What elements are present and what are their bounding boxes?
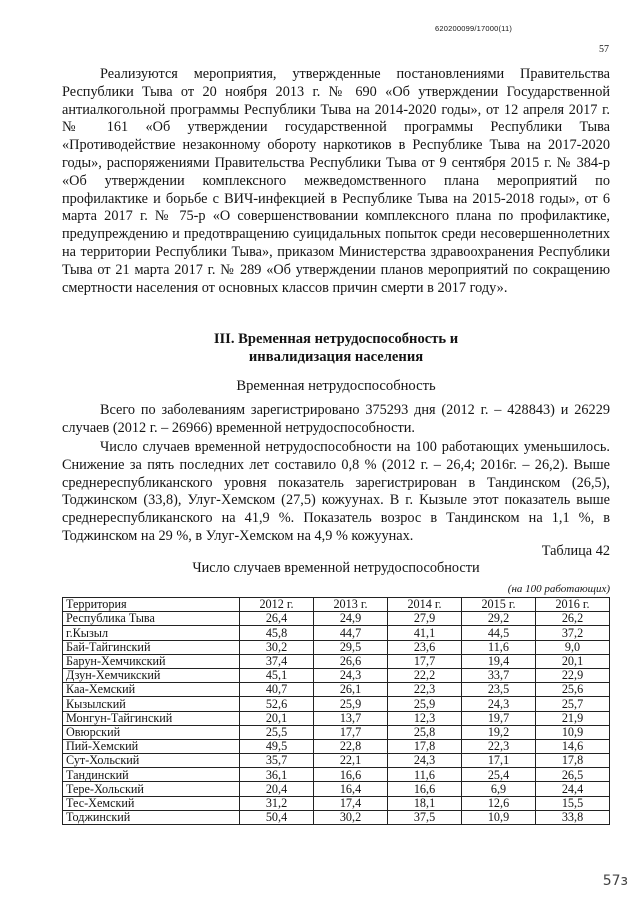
value-cell: 17,8 — [388, 739, 462, 753]
value-cell: 45,8 — [240, 626, 314, 640]
table-row — [63, 697, 610, 711]
value-cell: 23,5 — [462, 683, 536, 697]
value-cell: 20,1 — [240, 711, 314, 725]
table-row — [63, 683, 610, 697]
value-cell: 12,3 — [388, 711, 462, 725]
section-title-line1: III. Временная нетрудоспособность и — [213, 331, 459, 347]
value-cell: 33,7 — [462, 668, 536, 682]
table-row — [63, 654, 610, 668]
column-header-territory: Территория — [63, 598, 240, 612]
value-cell: 17,1 — [462, 754, 536, 768]
value-cell: 35,7 — [240, 754, 314, 768]
table-units: (на 100 работающих) — [507, 583, 610, 595]
section-title-line2: инвалидизация населения — [248, 349, 424, 365]
value-cell: 33,8 — [536, 810, 610, 824]
value-cell: 19,2 — [462, 725, 536, 739]
cases-total-text: Всего по заболеваниям зарегистрировано 375293 дня (2012 г. – 428843) и 26229 случаев (2012 г. – 26966) временной нетрудоспособности. — [62, 402, 610, 436]
value-cell: 26,1 — [314, 683, 388, 697]
table-row — [63, 754, 610, 768]
value-cell: 44,7 — [314, 626, 388, 640]
value-cell: 49,5 — [240, 739, 314, 753]
page-number: 57 — [599, 44, 609, 55]
value-cell: 25,4 — [462, 768, 536, 782]
value-cell: 40,7 — [240, 683, 314, 697]
value-cell: 22,8 — [314, 739, 388, 753]
value-cell: 37,5 — [388, 810, 462, 824]
value-cell: 16,6 — [314, 768, 388, 782]
table-row — [63, 768, 610, 782]
value-cell: 11,6 — [388, 768, 462, 782]
territory-cell: Дзун-Хемчикский — [63, 668, 240, 682]
value-cell: 22,3 — [462, 739, 536, 753]
value-cell: 24,3 — [462, 697, 536, 711]
column-header-year: 2013 г. — [314, 598, 388, 612]
value-cell: 22,9 — [536, 668, 610, 682]
value-cell: 24,3 — [388, 754, 462, 768]
territory-cell: Бай-Тайгинский — [63, 640, 240, 654]
value-cell: 9,0 — [536, 640, 610, 654]
value-cell: 45,1 — [240, 668, 314, 682]
value-cell: 19,4 — [462, 654, 536, 668]
value-cell: 25,6 — [536, 683, 610, 697]
table-row — [63, 640, 610, 654]
intro-paragraph — [62, 66, 610, 297]
value-cell: 17,8 — [536, 754, 610, 768]
table-header-row — [63, 598, 610, 612]
value-cell: 20,4 — [240, 782, 314, 796]
table-row — [63, 739, 610, 753]
value-cell: 26,5 — [536, 768, 610, 782]
value-cell: 31,2 — [240, 796, 314, 810]
table-label: Таблица 42 — [541, 543, 610, 559]
table-row — [63, 796, 610, 810]
value-cell: 26,4 — [240, 612, 314, 626]
territory-cell: Каа-Хемский — [63, 683, 240, 697]
value-cell: 27,9 — [388, 612, 462, 626]
cases-total-paragraph — [62, 402, 610, 438]
column-header-year: 2016 г. — [536, 598, 610, 612]
value-cell: 44,5 — [462, 626, 536, 640]
sick-leave-table — [62, 597, 610, 825]
territory-cell: Кызылский — [63, 697, 240, 711]
territory-cell: Овюрский — [63, 725, 240, 739]
value-cell: 17,7 — [314, 725, 388, 739]
value-cell: 30,2 — [240, 640, 314, 654]
document-id: 620200099/17000(11) — [435, 24, 513, 33]
column-header-year: 2015 г. — [462, 598, 536, 612]
value-cell: 16,4 — [314, 782, 388, 796]
value-cell: 15,5 — [536, 796, 610, 810]
value-cell: 12,6 — [462, 796, 536, 810]
value-cell: 22,2 — [388, 668, 462, 682]
cases-detail-text: Число случаев временной нетрудоспособности на 100 работающих уменьшилось. Снижение за пять последних лет составило 0,8 % (2012 г. – 26,4; 2016г. – 26,2). Выше среднереспубликанского уровня показатель зарегистрирован в Тандинском (26,5), Тоджинском (33,8), Улуг-Хемском (27,5) кожуунах. В г. Кызыле этот показатель выше среднереспубликанского на 41,9 %. Показатель возрос в Тандинском на 1,1 %, в Тоджинском на 29 %, в Улуг-Хемском на 4,9 % кожуунах. — [62, 439, 610, 544]
value-cell: 17,4 — [314, 796, 388, 810]
column-header-year: 2014 г. — [388, 598, 462, 612]
subsection-title: Временная нетрудоспособность — [236, 378, 436, 394]
table-row — [63, 810, 610, 824]
value-cell: 36,1 — [240, 768, 314, 782]
value-cell: 11,6 — [462, 640, 536, 654]
territory-cell: Тандинский — [63, 768, 240, 782]
table-row — [63, 782, 610, 796]
section-title — [0, 330, 640, 366]
value-cell: 24,3 — [314, 668, 388, 682]
value-cell: 37,2 — [536, 626, 610, 640]
value-cell: 29,5 — [314, 640, 388, 654]
territory-cell: Сут-Хольский — [63, 754, 240, 768]
table-title: Число случаев временной нетрудоспособности — [192, 560, 480, 576]
value-cell: 19,7 — [462, 711, 536, 725]
value-cell: 25,9 — [314, 697, 388, 711]
value-cell: 29,2 — [462, 612, 536, 626]
value-cell: 22,3 — [388, 683, 462, 697]
value-cell: 20,1 — [536, 654, 610, 668]
value-cell: 26,6 — [314, 654, 388, 668]
value-cell: 13,7 — [314, 711, 388, 725]
value-cell: 22,1 — [314, 754, 388, 768]
value-cell: 23,6 — [388, 640, 462, 654]
value-cell: 25,5 — [240, 725, 314, 739]
value-cell: 16,6 — [388, 782, 462, 796]
value-cell: 25,7 — [536, 697, 610, 711]
value-cell: 26,2 — [536, 612, 610, 626]
territory-cell: Тере-Хольский — [63, 782, 240, 796]
table-row — [63, 725, 610, 739]
value-cell: 6,9 — [462, 782, 536, 796]
value-cell: 37,4 — [240, 654, 314, 668]
table-row — [63, 668, 610, 682]
value-cell: 18,1 — [388, 796, 462, 810]
value-cell: 10,9 — [462, 810, 536, 824]
value-cell: 24,9 — [314, 612, 388, 626]
territory-cell: Монгун-Тайгинский — [63, 711, 240, 725]
territory-cell: Тоджинский — [63, 810, 240, 824]
value-cell: 50,4 — [240, 810, 314, 824]
column-header-year: 2012 г. — [240, 598, 314, 612]
territory-cell: Пий-Хемский — [63, 739, 240, 753]
territory-cell: Барун-Хемчикский — [63, 654, 240, 668]
value-cell: 24,4 — [536, 782, 610, 796]
value-cell: 30,2 — [314, 810, 388, 824]
territory-cell: г.Кызыл — [63, 626, 240, 640]
value-cell: 21,9 — [536, 711, 610, 725]
cases-detail-paragraph — [62, 439, 610, 546]
value-cell: 14,6 — [536, 739, 610, 753]
value-cell: 25,8 — [388, 725, 462, 739]
value-cell: 52,6 — [240, 697, 314, 711]
territory-cell: Республика Тыва — [63, 612, 240, 626]
value-cell: 10,9 — [536, 725, 610, 739]
value-cell: 17,7 — [388, 654, 462, 668]
corner-mark: 57з — [602, 873, 628, 889]
table-body — [63, 612, 610, 825]
intro-text: Реализуются мероприятия, утвержденные постановлениями Правительства Республики Тыва от 20 ноября 2013 г. № 690 «Об утверждении Государственной антиалкогольной программы Республики Тыва на 2014-2020 годы», от 12 апреля 2017 г. № 161 «Об утверждении государственной программы Республики Тыва «Противодействие незаконному обороту наркотиков в Республике Тыва на 2017-2020 годы», распоряжениями Правительства Республики Тыва от 9 сентября 2015 г. № 384-р «Об утверждении комплексного межведомственного плана мероприятий по профилактике и борьбе с ВИЧ-инфекцией в Республике Тыва на 2015-2018 годы», от 6 марта 2017 г. № 75-р «О совершенствовании комплексного плана по профилактике, предупреждению и предотвращению суицидальных попыток среди несовершеннолетних на территории Республики Тыва», приказом Министерства здравоохранения Республики Тыва от 21 марта 2017 г. № 289 «Об утверждении планов мероприятий по сокращению смертности населения от основных классов причин смерти в 2017 году». — [62, 66, 610, 296]
value-cell: 25,9 — [388, 697, 462, 711]
table-row — [63, 626, 610, 640]
value-cell: 41,1 — [388, 626, 462, 640]
territory-cell: Тес-Хемский — [63, 796, 240, 810]
table-row — [63, 711, 610, 725]
table-row — [63, 612, 610, 626]
